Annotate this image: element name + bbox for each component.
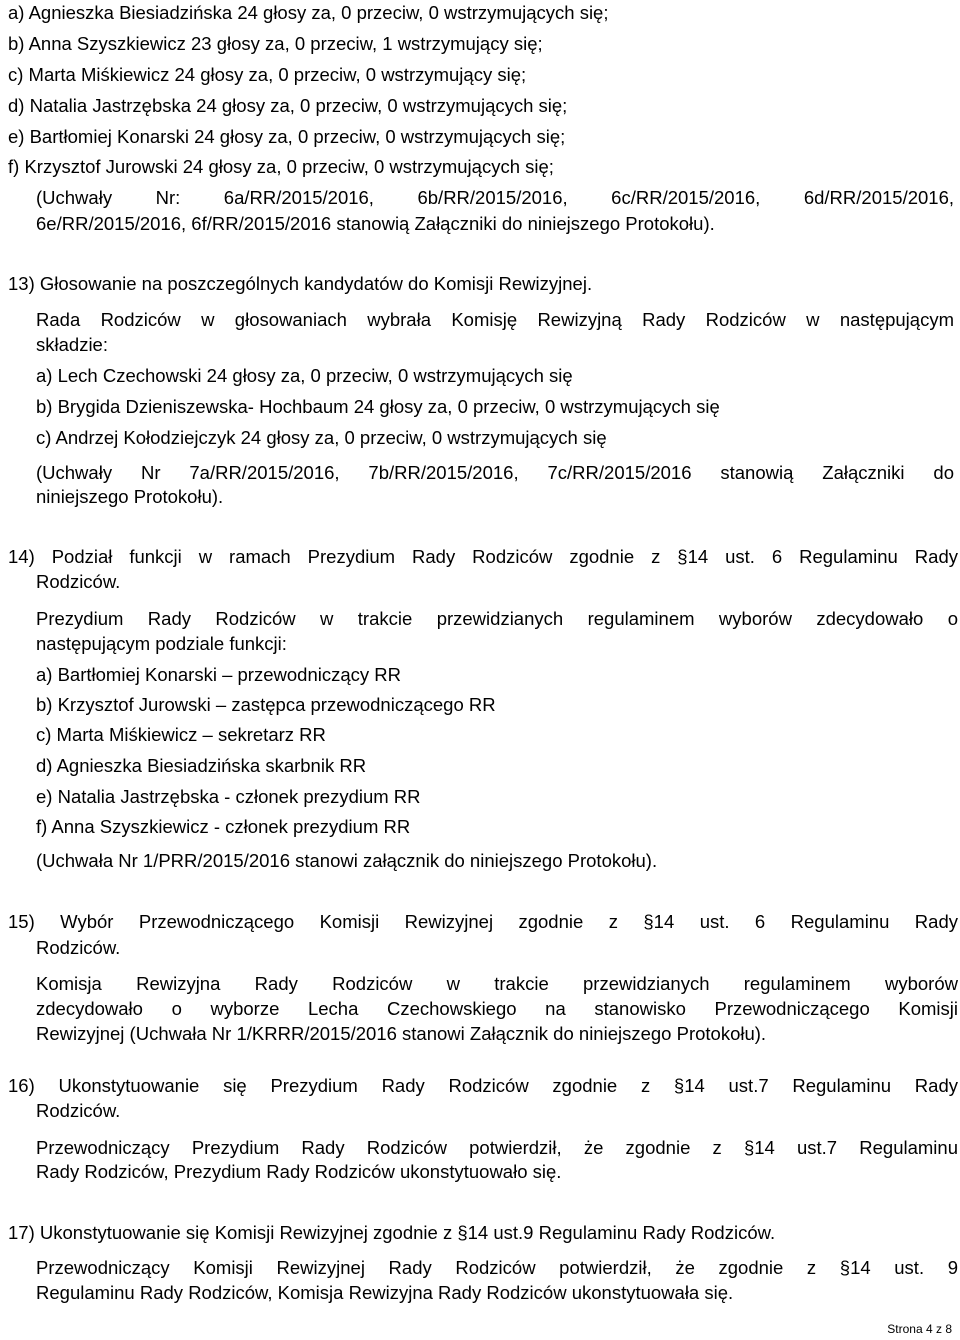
resolution-note: 6e/RR/2015/2016, 6f/RR/2015/2016 stanowią Załączniki do niniejszego Protokołu).	[36, 213, 715, 234]
list-item: a) Agnieszka Biesiadzińska 24 głosy za, 0 przeciw, 0 wstrzymujących się;	[8, 2, 609, 23]
list-item: b) Brygida Dzieniszewska- Hochbaum 24 głosy za, 0 przeciw, 0 wstrzymujących się	[36, 396, 720, 417]
section-paragraph: Rady Rodziców, Prezydium Rady Rodziców ukonstytuowało się.	[36, 1161, 562, 1182]
resolution-note: (Uchwały Nr: 6a/RR/2015/2016, 6b/RR/2015/2016, 6c/RR/2015/2016, 6d/RR/2015/2016,	[36, 187, 954, 208]
list-item: d) Natalia Jastrzębska 24 głosy za, 0 przeciw, 0 wstrzymujących się;	[8, 95, 568, 116]
list-item: c) Andrzej Kołodziejczyk 24 głosy za, 0 przeciw, 0 wstrzymujących się	[36, 427, 607, 448]
section-heading-17: 17) Ukonstytuowanie się Komisji Rewizyjnej zgodnie z §14 ust.9 Regulaminu Rady Rodziców.	[8, 1222, 776, 1243]
list-item: c) Marta Miśkiewicz – sekretarz RR	[36, 724, 326, 745]
resolution-note: (Uchwała Nr 1/PRR/2015/2016 stanowi załącznik do niniejszego Protokołu).	[36, 850, 658, 871]
section-heading-13: 13) Głosowanie na poszczególnych kandydatów do Komisji Rewizyjnej.	[8, 273, 593, 294]
section-heading-15: 15) Wybór Przewodniczącego Komisji Rewizyjnej zgodnie z §14 ust. 6 Regulaminu Rady	[8, 911, 958, 932]
section-paragraph: Komisja Rewizyjna Rady Rodziców w trakcie przewidzianych regulaminem wyborów	[36, 973, 958, 994]
section-paragraph: zdecydowało o wyborze Lecha Czechowskiego na stanowisko Przewodniczącego Komisji	[36, 998, 958, 1019]
section-paragraph: Rada Rodziców w głosowaniach wybrała Komisję Rewizyjną Rady Rodziców w następującym	[36, 309, 954, 330]
list-item: e) Bartłomiej Konarski 24 głosy za, 0 przeciw, 0 wstrzymujących się;	[8, 126, 566, 147]
list-item: e) Natalia Jastrzębska - członek prezydium RR	[36, 786, 421, 807]
list-item: b) Anna Szyszkiewicz 23 głosy za, 0 przeciw, 1 wstrzymujący się;	[8, 33, 543, 54]
section-paragraph: Przewodniczący Prezydium Rady Rodziców potwierdził, że zgodnie z §14 ust.7 Regulaminu	[36, 1137, 958, 1158]
section-paragraph: składzie:	[36, 334, 108, 355]
section-heading-15: Rodziców.	[36, 937, 121, 958]
section-heading-14: 14) Podział funkcji w ramach Prezydium Rady Rodziców zgodnie z §14 ust. 6 Regulaminu Rady	[8, 546, 958, 567]
section-heading-16: 16) Ukonstytuowanie się Prezydium Rady Rodziców zgodnie z §14 ust.7 Regulaminu Rady	[8, 1075, 958, 1096]
list-item: d) Agnieszka Biesiadzińska skarbnik RR	[36, 755, 367, 776]
page-number: Strona 4 z 8	[887, 1322, 952, 1336]
resolution-note: niniejszego Protokołu).	[36, 486, 224, 507]
list-item: f) Anna Szyszkiewicz - członek prezydium RR	[36, 816, 411, 837]
list-item: c) Marta Miśkiewicz 24 głosy za, 0 przeciw, 0 wstrzymujący się;	[8, 64, 527, 85]
list-item: f) Krzysztof Jurowski 24 głosy za, 0 przeciw, 0 wstrzymujących się;	[8, 156, 554, 177]
section-heading-14: Rodziców.	[36, 571, 121, 592]
section-paragraph: Rewizyjnej (Uchwała Nr 1/KRRR/2015/2016 stanowi Załącznik do niniejszego Protokołu).	[36, 1023, 767, 1044]
resolution-note: (Uchwały Nr 7a/RR/2015/2016, 7b/RR/2015/2016, 7c/RR/2015/2016 stanowią Załączniki do	[36, 462, 954, 483]
section-paragraph: Przewodniczący Komisji Rewizyjnej Rady Rodziców potwierdził, że zgodnie z §14 ust. 9	[36, 1257, 958, 1278]
section-paragraph: Regulaminu Rady Rodziców, Komisja Rewizyjna Rady Rodziców ukonstytuowała się.	[36, 1282, 734, 1303]
section-heading-16: Rodziców.	[36, 1100, 121, 1121]
list-item: a) Lech Czechowski 24 głosy za, 0 przeciw, 0 wstrzymujących się	[36, 365, 573, 386]
list-item: a) Bartłomiej Konarski – przewodniczący RR	[36, 664, 401, 685]
section-paragraph: następującym podziale funkcji:	[36, 633, 287, 654]
list-item: b) Krzysztof Jurowski – zastępca przewodniczącego RR	[36, 694, 496, 715]
section-paragraph: Prezydium Rady Rodziców w trakcie przewidzianych regulaminem wyborów zdecydowało o	[36, 608, 958, 629]
